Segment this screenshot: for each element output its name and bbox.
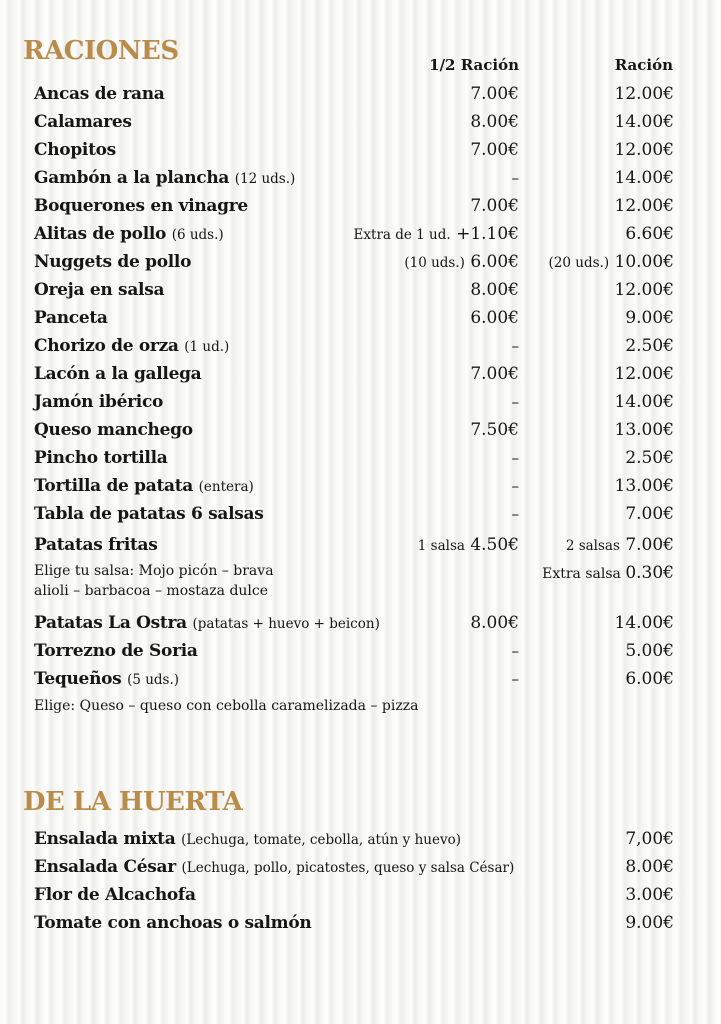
menu-item-label: Tortilla de patata bbox=[34, 476, 194, 496]
half-portion-value: 7.00€ bbox=[470, 84, 519, 104]
full-portion-price bbox=[625, 504, 674, 524]
full-portion-price bbox=[615, 613, 674, 633]
menu-item-name bbox=[34, 140, 116, 160]
full-portion-value: 12.00€ bbox=[614, 364, 674, 384]
menu-item-note: (1 ud.) bbox=[184, 339, 230, 355]
menu-item-name bbox=[34, 913, 311, 933]
menu-item-name bbox=[34, 857, 514, 877]
full-portion-value: 12.00€ bbox=[614, 196, 674, 216]
menu-item-row bbox=[34, 364, 674, 390]
full-portion-price bbox=[625, 448, 674, 468]
full-portion-price bbox=[615, 196, 674, 216]
menu-item-name bbox=[34, 252, 191, 272]
half-portion-price bbox=[512, 448, 520, 468]
half-portion-value: 8.00€ bbox=[470, 613, 519, 633]
menu-item-row bbox=[34, 448, 674, 474]
half-portion-price bbox=[354, 224, 519, 244]
full-portion-value: 12.00€ bbox=[614, 140, 674, 160]
full-portion-value: 14.00€ bbox=[614, 613, 674, 633]
menu-item-price-value: 7,00€ bbox=[625, 829, 674, 849]
half-portion-price bbox=[470, 140, 519, 160]
menu-item-label: Chorizo de orza bbox=[34, 336, 179, 356]
menu-item-price bbox=[625, 913, 674, 933]
full-portion-price bbox=[615, 168, 674, 188]
half-portion-price bbox=[512, 168, 520, 188]
full-portion-value: 6.60€ bbox=[625, 224, 674, 244]
menu-item-row bbox=[34, 504, 674, 530]
half-portion-price bbox=[470, 196, 519, 216]
menu-item-note: (12 uds.) bbox=[234, 171, 296, 187]
salsas-note-line-1: Elige tu salsa: Mojo picón – brava bbox=[34, 563, 274, 579]
half-portion-price bbox=[470, 364, 519, 384]
half-portion-prefix: Extra de 1 ud. bbox=[353, 227, 451, 243]
menu-item-row bbox=[34, 280, 674, 306]
full-portion-value: 13.00€ bbox=[614, 420, 674, 440]
menu-item-row bbox=[34, 224, 674, 250]
menu-item-label: Torrezno de Soria bbox=[34, 641, 198, 661]
half-portion-prefix: 1 salsa bbox=[417, 538, 465, 554]
full-portion-price bbox=[615, 140, 674, 160]
half-portion-value: – bbox=[511, 169, 519, 187]
full-portion-value: 12.00€ bbox=[614, 84, 674, 104]
full-portion-prefix: (20 uds.) bbox=[548, 255, 610, 271]
half-portion-value: 7.00€ bbox=[470, 196, 519, 216]
tequenos-note: Elige: Queso – queso con cebolla caramelizada – pizza bbox=[34, 698, 419, 714]
menu-item-label: Jamón ibérico bbox=[34, 392, 164, 412]
menu-item-row bbox=[34, 112, 674, 138]
half-portion-price bbox=[470, 84, 519, 104]
menu-item-name bbox=[34, 641, 198, 661]
half-portion-value: – bbox=[511, 505, 519, 523]
menu-item-label: Tequeños bbox=[34, 669, 122, 689]
full-portion-price bbox=[615, 364, 674, 384]
menu-item-row bbox=[34, 196, 674, 222]
half-portion-value: 6.00€ bbox=[470, 308, 519, 328]
half-portion-price bbox=[512, 336, 520, 356]
half-portion-price bbox=[470, 280, 519, 300]
menu-item-name bbox=[34, 669, 179, 689]
section-title-huerta: DE LA HUERTA bbox=[23, 787, 243, 817]
half-portion-price bbox=[470, 420, 519, 440]
menu-item-name bbox=[34, 196, 248, 216]
full-portion-value: 2.50€ bbox=[625, 336, 674, 356]
half-portion-value: 4.50€ bbox=[470, 535, 519, 555]
menu-item-name bbox=[34, 448, 167, 468]
menu-item-row bbox=[34, 641, 674, 667]
full-portion-value: 7.00€ bbox=[625, 504, 674, 524]
extra-salsa-label: Extra salsa bbox=[542, 566, 621, 582]
full-portion-price bbox=[615, 112, 674, 132]
menu-item-label: Chopitos bbox=[34, 140, 116, 160]
menu-item-price bbox=[625, 829, 674, 849]
menu-item-row bbox=[34, 168, 674, 194]
full-portion-price bbox=[566, 535, 674, 555]
full-portion-price bbox=[625, 669, 674, 689]
half-portion-value: 7.50€ bbox=[470, 420, 519, 440]
menu-item-label: Ensalada mixta bbox=[34, 829, 176, 849]
menu-item-row bbox=[34, 913, 674, 939]
menu-item-row bbox=[34, 885, 674, 911]
menu-item-name bbox=[34, 308, 108, 328]
menu-item-row bbox=[34, 829, 674, 855]
full-portion-price bbox=[615, 280, 674, 300]
half-portion-price bbox=[404, 252, 519, 272]
menu-item-label: Queso manchego bbox=[34, 420, 193, 440]
full-portion-price bbox=[615, 420, 674, 440]
menu-item-label: Ancas de rana bbox=[34, 84, 165, 104]
half-portion-value: – bbox=[511, 670, 519, 688]
menu-item-name bbox=[34, 280, 164, 300]
menu-item-label: Calamares bbox=[34, 112, 132, 132]
half-portion-value: +1.10€ bbox=[456, 224, 519, 244]
menu-item-label: Ensalada César bbox=[34, 857, 176, 877]
menu-item-label: Panceta bbox=[34, 308, 108, 328]
menu-item-label: Tabla de patatas 6 salsas bbox=[34, 504, 264, 524]
menu-item-row bbox=[34, 308, 674, 334]
full-portion-value: 14.00€ bbox=[614, 392, 674, 412]
menu-item-name bbox=[34, 829, 461, 849]
menu-item-label: Patatas fritas bbox=[34, 535, 158, 555]
full-portion-value: 6.00€ bbox=[625, 669, 674, 689]
full-portion-price bbox=[625, 224, 674, 244]
menu-item-note: (6 uds.) bbox=[171, 227, 224, 243]
full-portion-price bbox=[615, 84, 674, 104]
full-portion-value: 14.00€ bbox=[614, 112, 674, 132]
menu-item-label: Flor de Alcachofa bbox=[34, 885, 196, 905]
half-portion-price bbox=[512, 669, 520, 689]
menu-item-label: Oreja en salsa bbox=[34, 280, 165, 300]
full-portion-value: 2.50€ bbox=[625, 448, 674, 468]
menu-item-name bbox=[34, 504, 264, 524]
menu-item-row bbox=[34, 613, 674, 639]
full-portion-price bbox=[625, 336, 674, 356]
menu-item-name bbox=[34, 336, 229, 356]
half-portion-price bbox=[470, 308, 519, 328]
menu-item-row bbox=[34, 252, 674, 278]
full-portion-value: 5.00€ bbox=[625, 641, 674, 661]
menu-item-label: Alitas de pollo bbox=[34, 224, 167, 244]
menu-item-name bbox=[34, 224, 224, 244]
menu-item-price-value: 8.00€ bbox=[625, 857, 674, 877]
full-portion-price bbox=[615, 476, 674, 496]
half-portion-value: – bbox=[511, 477, 519, 495]
menu-item-name bbox=[34, 168, 295, 188]
menu-item-label: Gambón a la plancha bbox=[34, 168, 230, 188]
menu-item-row bbox=[34, 84, 674, 110]
extra-salsa-price: 0.30€ bbox=[625, 563, 674, 583]
menu-item-name bbox=[34, 84, 164, 104]
half-portion-value: – bbox=[511, 337, 519, 355]
menu-item-note: (5 uds.) bbox=[127, 672, 180, 688]
menu-item-name bbox=[34, 535, 158, 555]
full-portion-value: 9.00€ bbox=[625, 308, 674, 328]
full-portion-value: 10.00€ bbox=[614, 252, 674, 272]
menu-item-price-value: 9.00€ bbox=[625, 913, 674, 933]
half-portion-value: 7.00€ bbox=[470, 364, 519, 384]
half-portion-value: 8.00€ bbox=[470, 112, 519, 132]
full-portion-price bbox=[625, 641, 674, 661]
section-title-raciones: RACIONES bbox=[23, 36, 179, 66]
menu-item-label: Boquerones en vinagre bbox=[34, 196, 248, 216]
full-portion-value: 14.00€ bbox=[614, 168, 674, 188]
menu-item-row bbox=[34, 140, 674, 166]
half-portion-value: – bbox=[511, 449, 519, 467]
menu-item-name bbox=[34, 392, 163, 412]
menu-item-row bbox=[34, 857, 674, 883]
column-header-full: Ración bbox=[614, 56, 673, 74]
half-portion-price bbox=[512, 504, 520, 524]
menu-item-price bbox=[625, 857, 674, 877]
extra-salsa bbox=[542, 563, 674, 583]
menu-item-name bbox=[34, 476, 254, 496]
half-portion-value: 8.00€ bbox=[470, 280, 519, 300]
half-portion-value: 7.00€ bbox=[470, 140, 519, 160]
menu-item-price bbox=[625, 885, 674, 905]
menu-item-row bbox=[34, 392, 674, 418]
menu-item-name bbox=[34, 613, 380, 633]
half-portion-price bbox=[512, 392, 520, 412]
half-portion-price bbox=[470, 112, 519, 132]
half-portion-price bbox=[470, 613, 519, 633]
half-portion-value: – bbox=[511, 393, 519, 411]
full-portion-value: 13.00€ bbox=[614, 476, 674, 496]
menu-item-note: (patatas + huevo + beicon) bbox=[192, 616, 380, 632]
half-portion-price bbox=[512, 641, 520, 661]
half-portion-value: – bbox=[511, 642, 519, 660]
menu-item-note: (Lechuga, tomate, cebolla, atún y huevo) bbox=[181, 832, 461, 848]
menu-item-name bbox=[34, 885, 196, 905]
menu-item-label: Nuggets de pollo bbox=[34, 252, 192, 272]
full-portion-value: 7.00€ bbox=[625, 535, 674, 555]
menu-item-note: (entera) bbox=[198, 479, 254, 495]
menu-item-label: Pincho tortilla bbox=[34, 448, 168, 468]
menu-item-row bbox=[34, 535, 674, 561]
menu-item-row bbox=[34, 420, 674, 446]
full-portion-price bbox=[625, 308, 674, 328]
menu-item-row bbox=[34, 336, 674, 362]
half-portion-price bbox=[418, 535, 519, 555]
menu-item-label: Lacón a la gallega bbox=[34, 364, 202, 384]
full-portion-price bbox=[549, 252, 674, 272]
salsas-note-line-2: alioli – barbacoa – mostaza dulce bbox=[34, 583, 269, 599]
menu-item-note: (Lechuga, pollo, picatostes, queso y salsa César) bbox=[181, 860, 515, 876]
menu-item-price-value: 3.00€ bbox=[625, 885, 674, 905]
menu-item-name bbox=[34, 420, 193, 440]
menu-item-row bbox=[34, 669, 674, 695]
menu-item-label: Patatas La Ostra bbox=[34, 613, 187, 633]
full-portion-prefix: 2 salsas bbox=[565, 538, 620, 554]
full-portion-value: 12.00€ bbox=[614, 280, 674, 300]
half-portion-value: 6.00€ bbox=[470, 252, 519, 272]
half-portion-prefix: (10 uds.) bbox=[404, 255, 465, 271]
menu-item-name bbox=[34, 364, 201, 384]
menu-item-label: Tomate con anchoas o salmón bbox=[34, 913, 312, 933]
half-portion-price bbox=[512, 476, 520, 496]
menu-item-row bbox=[34, 476, 674, 502]
column-header-half: 1/2 Ración bbox=[429, 56, 519, 74]
full-portion-price bbox=[615, 392, 674, 412]
menu-item-name bbox=[34, 112, 132, 132]
